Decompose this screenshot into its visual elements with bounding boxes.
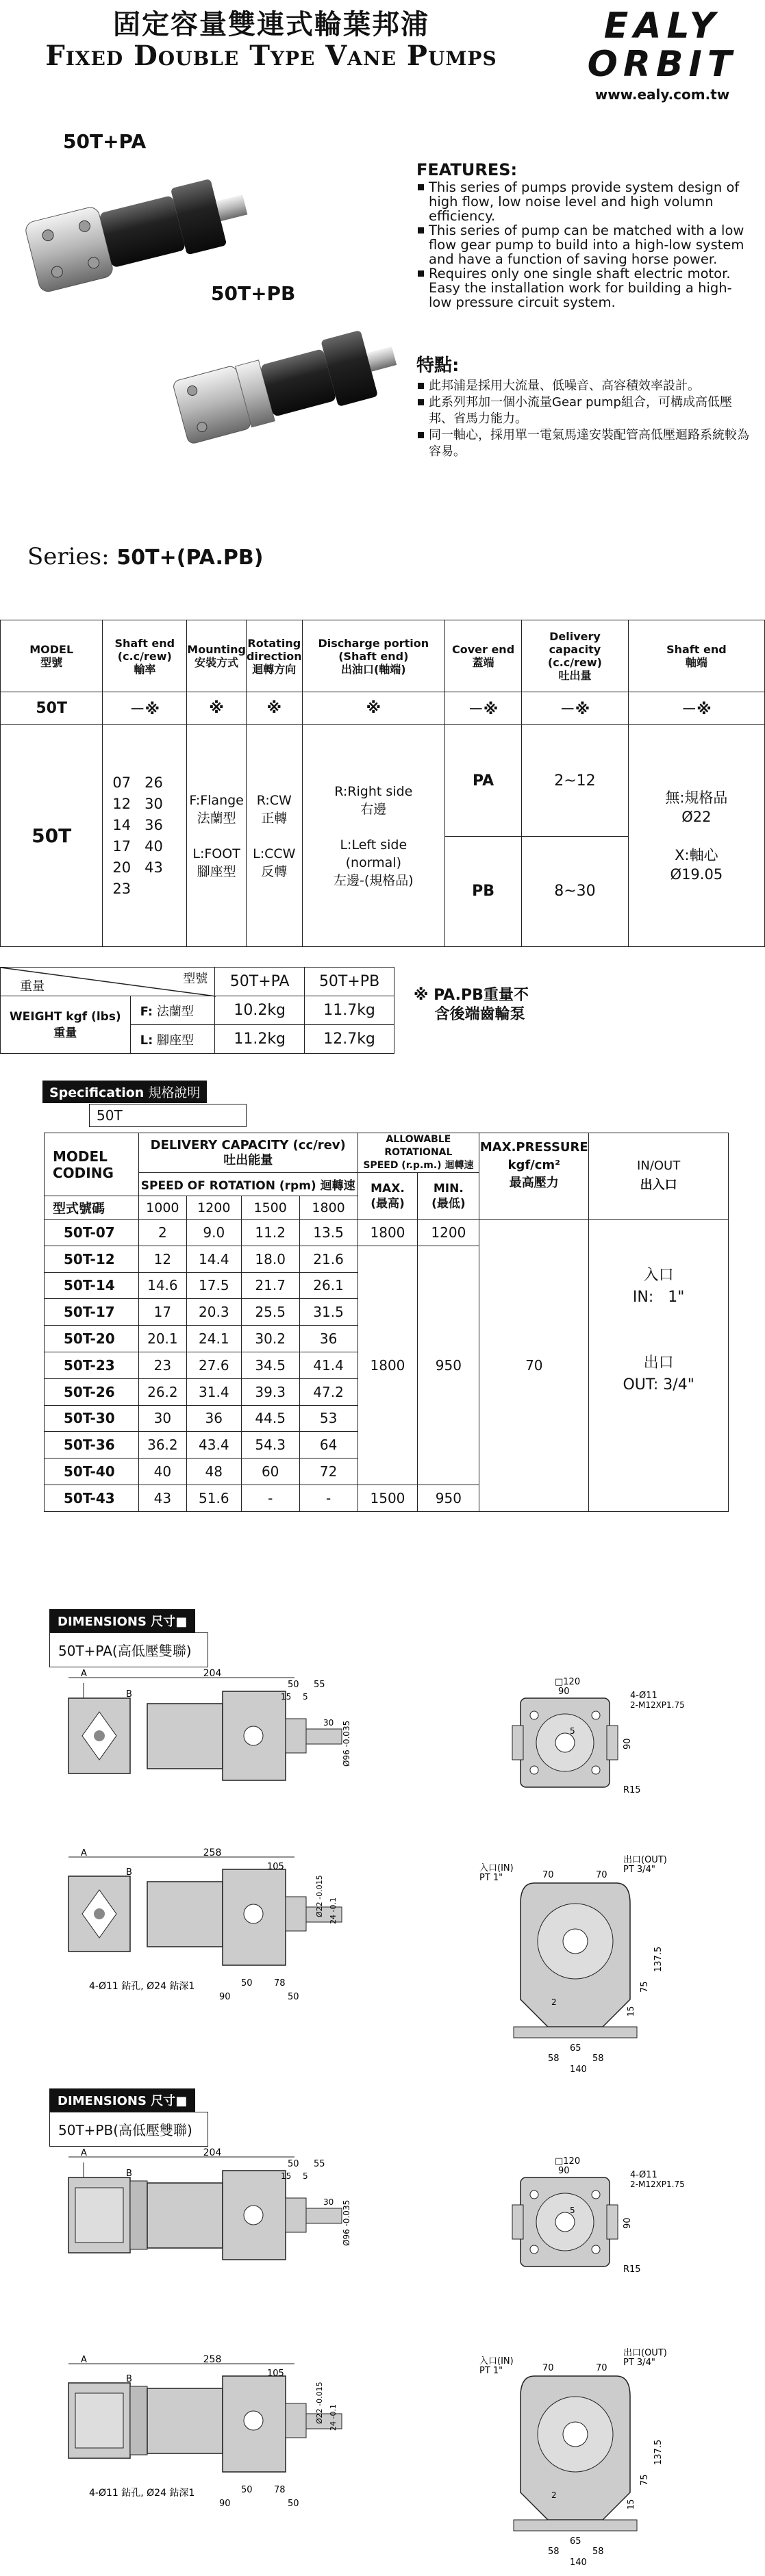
spec-row: 50T-07 2 9.0 11.2 13.5 1800 1200 70 入口 IN: 1" 出口 OUT: 3/4" xyxy=(45,1220,729,1246)
series-prefix: Series: xyxy=(27,543,110,570)
features-cn xyxy=(416,357,752,460)
svg-text:78: 78 xyxy=(274,1978,286,1988)
svg-text:90: 90 xyxy=(219,1992,231,2002)
svg-text:90: 90 xyxy=(558,2166,570,2176)
svg-text:2: 2 xyxy=(551,1997,557,2007)
spec-row: 50T-14 14.6 17.5 21.7 26.1 xyxy=(45,1272,729,1299)
svg-text:A: A xyxy=(81,2355,87,2365)
spec-row: 50T-43 43 51.6 - - 1500 950 xyxy=(45,1485,729,1511)
header-delivery: Delivery capacity (c.c/rew) 吐出量 xyxy=(522,620,629,692)
pb-bottom-view-drawing xyxy=(48,2356,370,2513)
svg-text:B: B xyxy=(126,1689,132,1700)
pa-front-view-drawing xyxy=(493,1678,699,1808)
svg-text:A: A xyxy=(81,2148,87,2158)
svg-text:30: 30 xyxy=(323,2197,334,2207)
spec-row: 50T-40 40 48 60 72 xyxy=(45,1459,729,1485)
svg-text:55: 55 xyxy=(314,1680,325,1690)
order-model: 50T xyxy=(1,725,103,947)
title-en: Fixed Double Type Vane Pumps xyxy=(45,40,497,72)
pb-foot-view-drawing xyxy=(479,2348,712,2568)
header-model: MODEL 型號 xyxy=(1,620,103,692)
svg-text:15: 15 xyxy=(281,1692,292,1702)
svg-text:4-Ø11 鉆孔, Ø24 鉆深1: 4-Ø11 鉆孔, Ø24 鉆深1 xyxy=(89,2488,195,2499)
svg-text:A: A xyxy=(81,1669,87,1679)
svg-text:Ø96 -0.035: Ø96 -0.035 xyxy=(342,2199,351,2246)
svg-text:15: 15 xyxy=(626,2006,636,2017)
order-code-table xyxy=(0,620,765,947)
logo-text-ealy: EALY xyxy=(603,5,721,47)
svg-text:□120: □120 xyxy=(555,1677,581,1687)
svg-text:50: 50 xyxy=(241,2485,253,2495)
svg-text:70: 70 xyxy=(596,1870,607,1880)
svg-text:58: 58 xyxy=(548,2547,560,2557)
feature-item: Requires only one single shaft electric motor. Easy the installation work for building a high-low pressure circuit system. xyxy=(416,266,752,310)
svg-text:5: 5 xyxy=(570,2206,575,2215)
svg-text:258: 258 xyxy=(203,2354,222,2365)
svg-text:58: 58 xyxy=(592,2054,604,2064)
svg-text:4-Ø11: 4-Ø11 xyxy=(630,1691,657,1701)
pa-bottom-view-drawing xyxy=(48,1849,370,2006)
svg-text:65: 65 xyxy=(570,2536,581,2547)
svg-text:5: 5 xyxy=(303,2171,308,2181)
series-heading xyxy=(27,543,263,570)
svg-text:70: 70 xyxy=(542,2363,554,2373)
spec-row: 50T-30 30 36 44.5 53 xyxy=(45,1405,729,1432)
header-shaft-end-2: Shaft end 軸端 xyxy=(628,620,764,692)
svg-text:105: 105 xyxy=(267,2369,284,2379)
svg-text:PT 1": PT 1" xyxy=(479,1873,503,1883)
svg-text:15: 15 xyxy=(626,2499,636,2510)
header-cover-end: Cover end 蓋端 xyxy=(444,620,521,692)
pb-front-view-drawing xyxy=(493,2157,699,2287)
svg-text:58: 58 xyxy=(548,2054,560,2064)
mounting-options: F:Flange 法蘭型 L:FOOT 腳座型 xyxy=(187,725,247,947)
col-pa: 50T+PA xyxy=(215,968,305,996)
svg-text:58: 58 xyxy=(592,2547,604,2557)
website-url: www.ealy.com.tw xyxy=(594,86,730,103)
header-mounting: Mounting 安裝方式 xyxy=(187,620,247,692)
spec-row: 50T-12 12 14.4 18.0 21.6 1800 950 xyxy=(45,1246,729,1272)
svg-text:Ø22 -0.015: Ø22 -0.015 xyxy=(315,1875,324,1917)
discharge-options: R:Right side 右邊 L:Left side (normal) 左邊-(規格品) xyxy=(302,725,444,947)
svg-text:Ø96 -0.035: Ø96 -0.035 xyxy=(342,1720,351,1767)
feature-item-cn: 此系列邦加一個小流量Gear pump組合，可構成高低壓邦、省馬力能力。 xyxy=(416,394,752,427)
dimensions-pa-section xyxy=(49,1609,208,1667)
svg-text:A: A xyxy=(81,1848,87,1858)
svg-text:2-M12XP1.75: 2-M12XP1.75 xyxy=(630,1700,685,1710)
in-out: 入口 IN: 1" 出口 OUT: 3/4" xyxy=(589,1220,729,1512)
max-pressure: 70 xyxy=(479,1220,589,1512)
svg-text:204: 204 xyxy=(203,2147,222,2158)
displacement-list: 07 26 12 30 14 36 17 40 20 43 23 xyxy=(103,725,187,947)
spec-tag: Specification 規格說明 xyxy=(42,1081,207,1103)
feature-item: This series of pumps provide system design of high flow, low noise level and high volumn efficiency. xyxy=(416,180,752,223)
svg-text:出口(OUT): 出口(OUT) xyxy=(623,1855,667,1865)
spec-table: MODEL CODING DELIVERY CAPACITY (cc/rev) 吐出能量 ALLOWABLE ROTATIONAL SPEED (r.p.m.) 迴轉速 MAX.PRESSURE kgf/cm² 最高壓力 IN/OUT 出入口 SPEED OF ROTATION (rpm) 迴轉速 MAX. (最高) MIN. (最低) 型式號碼 1000 1200 1500 1800 50T-07 2 9.0 11.2 13.5 1800 1200 70 入口 IN: 1" 出口 OUT: 3/4" 50T-12 12 14.4 18.0 21.6 1800 950 50T-14 14.6 17.5 21.7 26.1 50T-17 17 20.3 25.5 31.5 50T-20 20.1 24.1 30.2 36 50T-23 23 27.6 34.5 41.4 50T-26 26.2 31.4 39.3 47.2 50T-30 30 36 44.5 53 50T-36 36.2 43.4 54.3 64 50T-40 40 48 60 72 50T-43 43 51.6 - - 1500 950 xyxy=(44,1133,729,1512)
header-shaft-end: Shaft end (c.c/rew) 輸率 xyxy=(103,620,187,692)
svg-text:75: 75 xyxy=(640,2474,650,2486)
rotation-options: R:CW 正轉 L:CCW 反轉 xyxy=(246,725,302,947)
svg-text:24 -0.1: 24 -0.1 xyxy=(329,1897,338,1924)
svg-text:90: 90 xyxy=(623,2217,633,2229)
model-label-pb: 50T+PB xyxy=(211,282,296,305)
spec-model-box: 50T xyxy=(89,1104,247,1127)
svg-text:PT 3/4": PT 3/4" xyxy=(623,2358,655,2368)
pump-pa-photo xyxy=(7,156,260,293)
svg-text:90: 90 xyxy=(219,2499,231,2509)
logo-text-orbit: ORBIT xyxy=(587,44,738,85)
cover-pb: PB xyxy=(472,882,494,900)
svg-text:137.5: 137.5 xyxy=(653,1946,664,1972)
svg-text:PT 3/4": PT 3/4" xyxy=(623,1865,655,1875)
svg-text:B: B xyxy=(126,2374,132,2384)
svg-text:入口(IN): 入口(IN) xyxy=(479,2356,514,2366)
svg-text:15: 15 xyxy=(281,2171,292,2181)
svg-text:140: 140 xyxy=(570,2064,587,2075)
svg-text:30: 30 xyxy=(323,1718,334,1728)
col-pb: 50T+PB xyxy=(305,968,394,996)
weight-table: 型號 重量 50T+PA 50T+PB WEIGHT kgf (lbs) 重量 F: 法蘭型 10.2kg 11.7kg L: 腳座型 11.2kg 12.7kg xyxy=(0,967,394,1054)
svg-text:Ø22 -0.015: Ø22 -0.015 xyxy=(315,2382,324,2424)
svg-text:2-M12XP1.75: 2-M12XP1.75 xyxy=(630,2180,685,2189)
feature-item-cn: 此邦浦是採用大流量、低噪音、高容積效率設計。 xyxy=(416,378,752,394)
dimensions-tag: DIMENSIONS 尺寸■ xyxy=(49,1609,195,1632)
svg-text:50: 50 xyxy=(288,1992,299,2002)
svg-text:24 -0.1: 24 -0.1 xyxy=(329,2404,338,2431)
spec-row: 50T-36 36.2 43.4 54.3 64 xyxy=(45,1432,729,1459)
dimensions-tag: DIMENSIONS 尺寸■ xyxy=(49,2088,195,2112)
delivery-pa: 2~12 xyxy=(522,726,628,837)
spec-row: 50T-23 23 27.6 34.5 41.4 xyxy=(45,1352,729,1378)
svg-text:50: 50 xyxy=(288,2159,299,2169)
svg-text:55: 55 xyxy=(314,2159,325,2169)
spec-row: 50T-17 17 20.3 25.5 31.5 xyxy=(45,1299,729,1326)
cover-pa: PA xyxy=(445,726,521,837)
series-name: 50T+(PA.PB) xyxy=(116,546,264,570)
svg-text:R15: R15 xyxy=(623,1785,641,1795)
title-cn: 固定容量雙連式輪葉邦浦 xyxy=(113,9,429,40)
svg-text:50: 50 xyxy=(288,1680,299,1690)
pa-foot-view-drawing xyxy=(479,1855,712,2075)
svg-text:258: 258 xyxy=(203,1847,222,1858)
svg-text:105: 105 xyxy=(267,1862,284,1872)
dimensions-pa-title: 50T+PA(高低壓雙聯) xyxy=(49,1632,208,1667)
svg-text:140: 140 xyxy=(570,2558,587,2568)
pump-pb-photo xyxy=(161,312,407,442)
svg-text:78: 78 xyxy=(274,2485,286,2495)
model-label-pa: 50T+PA xyxy=(63,130,147,153)
svg-text:入口(IN): 入口(IN) xyxy=(479,1863,514,1873)
svg-text:137.5: 137.5 xyxy=(653,2439,664,2465)
header-rotating: Rotating direction 迴轉方向 xyxy=(246,620,302,692)
spec-row: 50T-20 20.1 24.1 30.2 36 xyxy=(45,1326,729,1352)
svg-text:5: 5 xyxy=(570,1726,575,1736)
company-logo xyxy=(570,7,755,103)
dimensions-pb-title: 50T+PB(高低壓雙聯) xyxy=(49,2112,208,2147)
features-title-cn: 特點: xyxy=(416,355,460,376)
feature-item: This series of pump can be matched with a low flow gear pump to build into a high-low system and have a function of saving horse power. xyxy=(416,223,752,266)
svg-text:□120: □120 xyxy=(555,2156,581,2167)
svg-text:B: B xyxy=(126,1867,132,1878)
svg-text:204: 204 xyxy=(203,1668,222,1679)
svg-text:出口(OUT): 出口(OUT) xyxy=(623,2348,667,2358)
svg-text:70: 70 xyxy=(542,1870,554,1880)
svg-text:75: 75 xyxy=(640,1981,650,1993)
dimensions-pb-section xyxy=(49,2088,208,2147)
svg-text:70: 70 xyxy=(596,2363,607,2373)
pa-side-view-drawing xyxy=(48,1668,370,1808)
header-discharge: Discharge portion (Shaft end) 出油口(軸端) xyxy=(302,620,444,692)
svg-text:4-Ø11: 4-Ø11 xyxy=(630,2170,657,2180)
weight-note: ※ PA.PB重量不 含後端齒輪泵 xyxy=(414,987,529,1023)
svg-text:5: 5 xyxy=(303,1692,308,1702)
delivery-pb: 8~30 xyxy=(554,882,596,900)
svg-text:2: 2 xyxy=(551,2490,557,2500)
weight-row-label: WEIGHT kgf (lbs) 重量 xyxy=(1,996,131,1054)
svg-text:PT 1": PT 1" xyxy=(479,2366,503,2376)
svg-text:65: 65 xyxy=(570,2043,581,2054)
svg-text:4-Ø11 鉆孔, Ø24 鉆深1: 4-Ø11 鉆孔, Ø24 鉆深1 xyxy=(89,1981,195,1992)
weight-label: 重量 xyxy=(20,979,45,994)
svg-text:90: 90 xyxy=(558,1687,570,1697)
svg-text:50: 50 xyxy=(241,1978,253,1988)
pb-side-view-drawing xyxy=(48,2147,370,2287)
features-title: FEATURES: xyxy=(416,160,518,179)
shaft-options: 無:規格品 Ø22 X:軸心 Ø19.05 xyxy=(628,725,764,947)
svg-text:50: 50 xyxy=(288,2499,299,2509)
spec-row: 50T-26 26.2 31.4 39.3 47.2 xyxy=(45,1378,729,1405)
svg-text:R15: R15 xyxy=(623,2264,641,2275)
type-label: 型號 xyxy=(183,972,208,986)
features-en xyxy=(416,160,752,310)
svg-text:B: B xyxy=(126,2169,132,2179)
symbol-row: 50T －※ ※ ※ ※ －※ －※ －※ xyxy=(1,692,765,725)
feature-item-cn: 同一軸心，採用單一電氣馬達安裝配管高低壓迴路系統較為容易。 xyxy=(416,427,752,460)
svg-text:90: 90 xyxy=(623,1738,633,1750)
